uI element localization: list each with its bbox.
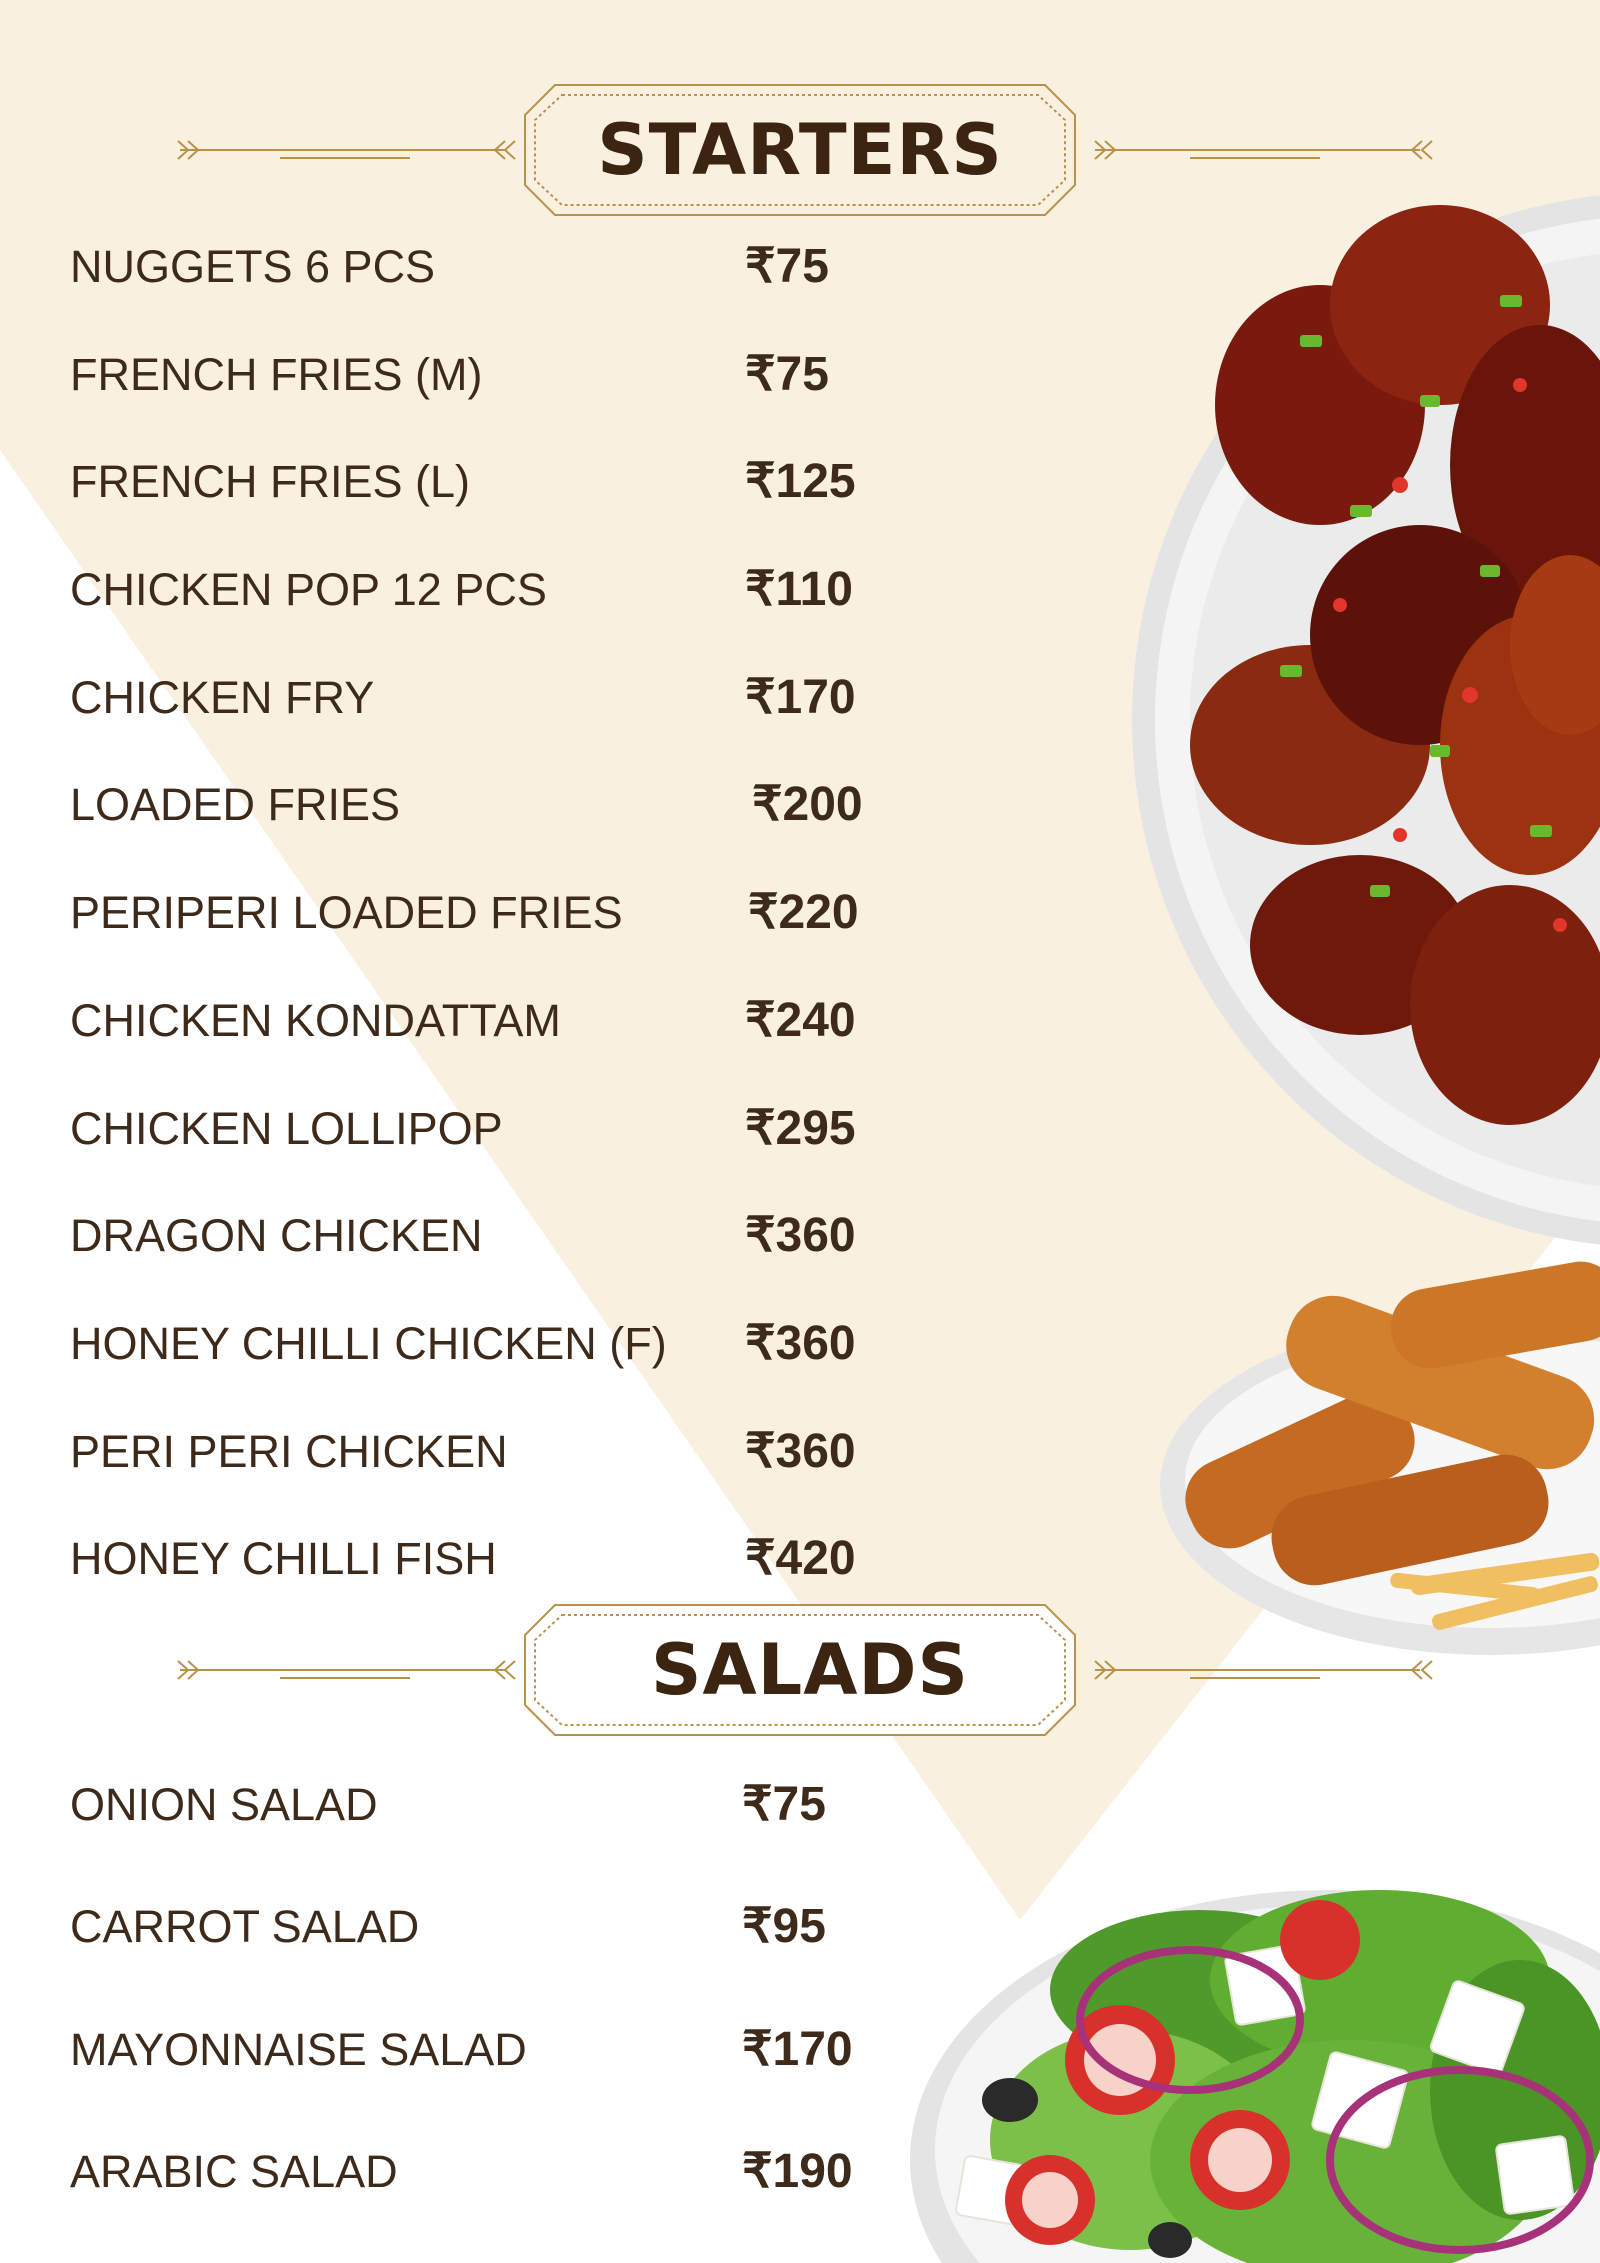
item-name: ONION SALAD [70, 1779, 378, 1830]
item-price: ₹170 [742, 2023, 853, 2076]
menu-item [70, 1770, 890, 1840]
item-name: PERIPERI LOADED FRIES [70, 887, 623, 938]
section-header-salads [160, 1595, 1440, 1745]
item-price: ₹360 [745, 1317, 856, 1370]
menu-item [70, 1892, 890, 1962]
item-name: DRAGON CHICKEN [70, 1210, 483, 1261]
section-title: STARTERS [597, 109, 1003, 191]
menu-item [70, 986, 890, 1056]
menu-item [70, 232, 890, 302]
item-name: NUGGETS 6 PCS [70, 241, 436, 292]
item-name: HONEY CHILLI CHICKEN (F) [70, 1318, 667, 1369]
menu-item [70, 2015, 890, 2085]
item-price: ₹75 [745, 348, 829, 401]
menu-item [70, 1201, 890, 1271]
item-price: ₹125 [745, 455, 856, 508]
item-price: ₹170 [745, 671, 856, 724]
item-price: ₹110 [745, 563, 853, 616]
item-price: ₹360 [745, 1209, 856, 1262]
menu-item [70, 1094, 890, 1164]
item-price: ₹420 [745, 1532, 856, 1585]
item-name: CARROT SALAD [70, 1901, 420, 1952]
menu-item [70, 2137, 890, 2207]
item-name: MAYONNAISE SALAD [70, 2024, 527, 2075]
menu-item [70, 1524, 890, 1594]
item-name: CHICKEN POP 12 PCS [70, 564, 547, 615]
item-price: ₹240 [745, 994, 856, 1047]
menu-item [70, 663, 890, 733]
item-price: ₹200 [752, 778, 863, 831]
menu-item [70, 1309, 890, 1379]
item-price: ₹75 [745, 240, 829, 293]
item-name: CHICKEN KONDATTAM [70, 995, 561, 1046]
item-name: PERI PERI CHICKEN [70, 1426, 508, 1477]
item-price: ₹95 [742, 1900, 826, 1953]
item-name: HONEY CHILLI FISH [70, 1533, 497, 1584]
menu-item [70, 770, 890, 840]
menu-item [70, 1417, 890, 1487]
item-price: ₹220 [748, 886, 859, 939]
item-price: ₹295 [745, 1102, 856, 1155]
salad-image [900, 1860, 1600, 2263]
item-name: CHICKEN FRY [70, 672, 375, 723]
menu-item [70, 878, 890, 948]
item-name: LOADED FRIES [70, 779, 401, 830]
section-title: SALADS [651, 1629, 969, 1711]
item-name: FRENCH FRIES (M) [70, 349, 483, 400]
item-name: FRENCH FRIES (L) [70, 456, 471, 507]
menu-item [70, 340, 890, 410]
menu-item [70, 447, 890, 517]
item-name: ARABIC SALAD [70, 2146, 398, 2197]
item-name: CHICKEN LOLLIPOP [70, 1103, 503, 1154]
item-price: ₹75 [742, 1778, 826, 1831]
menu-item [70, 555, 890, 625]
item-price: ₹190 [742, 2145, 853, 2198]
item-price: ₹360 [745, 1425, 856, 1478]
chicken-wings-image [1100, 185, 1600, 1255]
section-header-starters [160, 75, 1440, 225]
